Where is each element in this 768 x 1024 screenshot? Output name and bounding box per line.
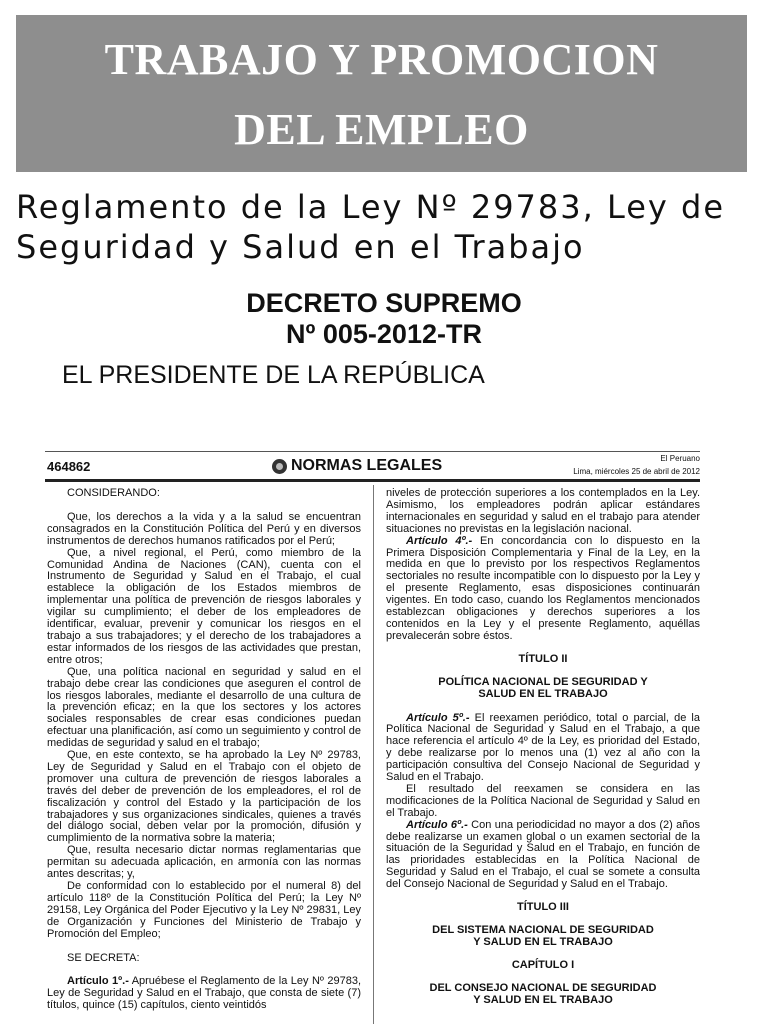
paragraph: Que, una política nacional en seguridad y salud en el trabajo debe crear las condiciones que aseguren el control de los riesgos laborales, mediante el desarrollo de una cultura de la prevención eficaz; en la que los sectores y los actores sociales responsables de crear esas condiciones puedan efectuar una planificación, así como un seguimiento y control de medidas de seguridad y salud en el trabajo;	[47, 665, 361, 750]
article-5-text: El reexamen periódico, total o parcial, de la Política Nacional de Seguridad y Salud en el Trabajo, a que hace referencia el artículo 4º de la Ley, es prioridad del Estado, y debe realizarse por lo menos una (1) vez al año con la participación consultiva del Consejo Nacional de Seguridad y Salud en el Trabajo.	[386, 711, 700, 784]
article-6	[386, 820, 700, 891]
decree-line1: DECRETO SUPREMO	[246, 288, 522, 318]
seal-icon	[272, 459, 287, 474]
article-5	[386, 713, 700, 784]
titulo-2-name-line1: POLÍTICA NACIONAL DE SEGURIDAD Y	[438, 675, 648, 688]
article-4-label: Artículo 4º.-	[406, 534, 473, 547]
capitulo-1-name-line2: Y SALUD EN EL TRABAJO	[473, 993, 613, 1006]
paragraph: Que, en este contexto, se ha aprobado la Ley Nº 29783, Ley de Seguridad y Salud en el Trabajo con el objeto de promover una cultura de prevención de riesgos laborales a través del deber de prevención de los empleadores, el rol de fiscalización y control del Estado y la participación de los trabajadores y sus organizaciones sindicales, quienes a través del diálogo social, deben velar por la promoción, difusión y cumplimiento de la normativa sobre la materia;	[47, 749, 361, 845]
titulo-2-heading: TÍTULO II	[518, 652, 568, 665]
right-column	[386, 488, 700, 1007]
paragraph: Que, a nivel regional, el Perú, como miembro de la Comunidad Andina de Naciones (CAN), cuenta con el Instrumento de Seguridad y Salud en el Trabajo, el cual establece la obligación de los Estados miembros de implementar una política de prevención de riesgos laborales y vigilar su cumplimiento; el deber de los empleadores de identificar, evaluar, prevenir y comunicar los riesgos en el trabajo a sus trabajadores; y el derecho de los trabajadores a estar informados de los riesgos de las actividades que prestan, entre otros;	[47, 546, 361, 666]
publication-name: NORMAS LEGALES	[291, 457, 443, 474]
considerando-heading: CONSIDERANDO:	[67, 487, 160, 499]
se-decreta-heading: SE DECRETA:	[67, 951, 140, 964]
regulation-title: Reglamento de la Ley Nº 29783, Ley de Seguridad y Salud en el Trabajo	[16, 188, 726, 266]
titulo-2-name-line2: SALUD EN EL TRABAJO	[478, 687, 608, 700]
article-1-text: Apruébese el Reglamento de la Ley Nº 29783, Ley de Seguridad y Salud en el Trabajo, que consta de siete (7) títulos, quince (15) capítulos, ciento veintidós	[47, 975, 362, 1012]
paragraph: niveles de protección superiores a los contemplados en la Ley. Asimismo, los empleadores podrán aplicar estándares internacionales en seguridad y salud en el trabajo para atender situaciones no previstas en la legislación nacional.	[386, 487, 700, 535]
header-rule-bottom	[45, 479, 700, 482]
article-5-label: Artículo 5º.-	[406, 711, 470, 724]
article-6-label: Artículo 6º.-	[406, 818, 468, 831]
decree-heading	[0, 288, 768, 350]
titulo-3-heading: TÍTULO III	[517, 901, 569, 914]
header-rule-top	[45, 451, 700, 452]
decree-line2: Nº 005-2012-TR	[286, 319, 482, 349]
article-1-label: Artículo 1º.-	[67, 975, 129, 988]
titulo-3-name-line1: DEL SISTEMA NACIONAL DE SEGURIDAD	[432, 924, 654, 936]
capitulo-1-name-line1: DEL CONSEJO NACIONAL DE SEGURIDAD	[429, 981, 657, 994]
page-number: 464862	[47, 459, 91, 474]
paragraph: Que, los derechos a la vida y a la salud se encuentran consagrados en la Constitución Política del Perú y en diversos instrumentos de derechos humanos ratificados por el Perú;	[47, 510, 361, 547]
banner-title-line2: DEL EMPLEO	[234, 105, 529, 154]
article-6-text: Con una periodicidad no mayor a dos (2) años debe realizarse un examen global o un examen sectorial de la situación de la Seguridad y Salud en el Trabajo, en función de las prioridades establecidas en la Política Nacional de Seguridad y Salud en el Trabajo, el cual se somete a consulta del Consejo Nacional de Seguridad y Salud en el Trabajo.	[386, 818, 700, 891]
article-4-text: En concordancia con lo dispuesto en la Primera Disposición Complementaria y Final de la Ley, en la medida en que lo previsto por los respectivos Reglamentos sectoriales no resulte incompatible con lo dispuesto por la Ley y el presente Reglamento, esas disposiciones continuarán vigentes. En todo caso, cuando los Reglamentos mencionados establezcan obligaciones y derechos superiores a los contenidos en la Ley y el presente Reglamento, aquéllas prevalecerán sobre éstos.	[386, 534, 700, 642]
titulo-3-name-line2: Y SALUD EN EL TRABAJO	[473, 935, 613, 948]
section-banner	[16, 15, 747, 172]
publication-header	[272, 457, 442, 475]
article-1	[47, 976, 361, 1012]
article-4	[386, 536, 700, 643]
paragraph: De conformidad con lo establecido por el numeral 8) del artículo 118º de la Constitución Política del Perú; la Ley Nº 29158, Ley Orgánica del Poder Ejecutivo y la Ley Nº 29831, Ley de Organización y Funciones del Ministerio de Trabajo y Promoción del Empleo;	[47, 880, 361, 940]
newspaper-name: El Peruano	[660, 454, 700, 463]
publication-date: Lima, miércoles 25 de abril de 2012	[573, 467, 700, 476]
banner-title-line1: TRABAJO Y PROMOCION	[104, 35, 659, 84]
capitulo-1-heading: CAPÍTULO I	[511, 958, 575, 971]
column-divider	[373, 485, 374, 1024]
president-heading: EL PRESIDENTE DE LA REPÚBLICA	[62, 361, 485, 389]
paragraph: El resultado del reexamen se considera en las modificaciones de la Política Nacional de Seguridad y Salud en el Trabajo.	[386, 782, 700, 819]
left-column	[47, 488, 361, 1012]
paragraph: Que, resulta necesario dictar normas reglamentarias que permitan su adecuada aplicación, en armonía con las normas antes descritas; y,	[47, 844, 361, 881]
